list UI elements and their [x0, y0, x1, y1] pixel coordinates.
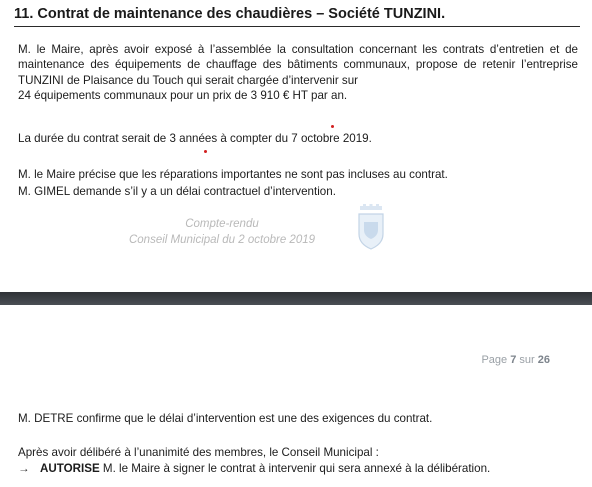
paragraph-detre: M. DETRE confirme que le délai d’intervention est une des exigences du contrat. [18, 412, 433, 425]
paragraph-gimel-question: M. GIMEL demande s’il y a un délai contractuel d’intervention. [18, 185, 336, 198]
page-number [420, 354, 550, 366]
paragraph-repairs: M. le Maire précise que les réparations importantes ne sont pas incluses au contrat. [18, 168, 448, 181]
page-total: 26 [537, 354, 550, 366]
decision-text: M. le Maire à signer le contrat à intervenir qui sera annexé à la délibération. [99, 462, 491, 475]
paragraph-consultation-last-line: 24 équipements communaux pour un prix de 3 910 € HT par an. [18, 89, 348, 102]
arrow-icon: → [18, 462, 30, 475]
section-heading: 11. Contrat de maintenance des chaudières – Société TUNZINI. [14, 6, 580, 27]
annotation-dot [204, 150, 207, 153]
paragraph-deliberation: Après avoir délibéré à l’unanimité des membres, le Conseil Municipal : [18, 446, 379, 459]
annotation-dot [331, 125, 334, 128]
town-crest-icon [356, 204, 386, 250]
paragraph-consultation [18, 42, 578, 88]
paragraph-duration: La durée du contrat serait de 3 années à compter du 7 octobre 2019. [18, 132, 372, 145]
watermark-line-1: Compte-rendu [185, 218, 259, 230]
page-break-bar [0, 292, 592, 305]
paragraph-consultation-text: M. le Maire, après avoir exposé à l’assemblée la consultation concernant les contrats d’entretien et de maintenance des équipements de chauffage des bâtiments communaux, propose de retenir l’entreprise TUNZINI de Plaisance du Touch qui serait chargée d’intervenir sur [18, 43, 578, 87]
watermark-line-2: Conseil Municipal du 2 octobre 2019 [128, 234, 316, 246]
compte-rendu-watermark [112, 216, 332, 248]
page-prefix: Page [481, 354, 508, 366]
page-separator: sur [519, 354, 535, 366]
page-current: 7 [510, 354, 517, 366]
decision-keyword: AUTORISE [40, 462, 100, 475]
decision-line [18, 461, 578, 476]
